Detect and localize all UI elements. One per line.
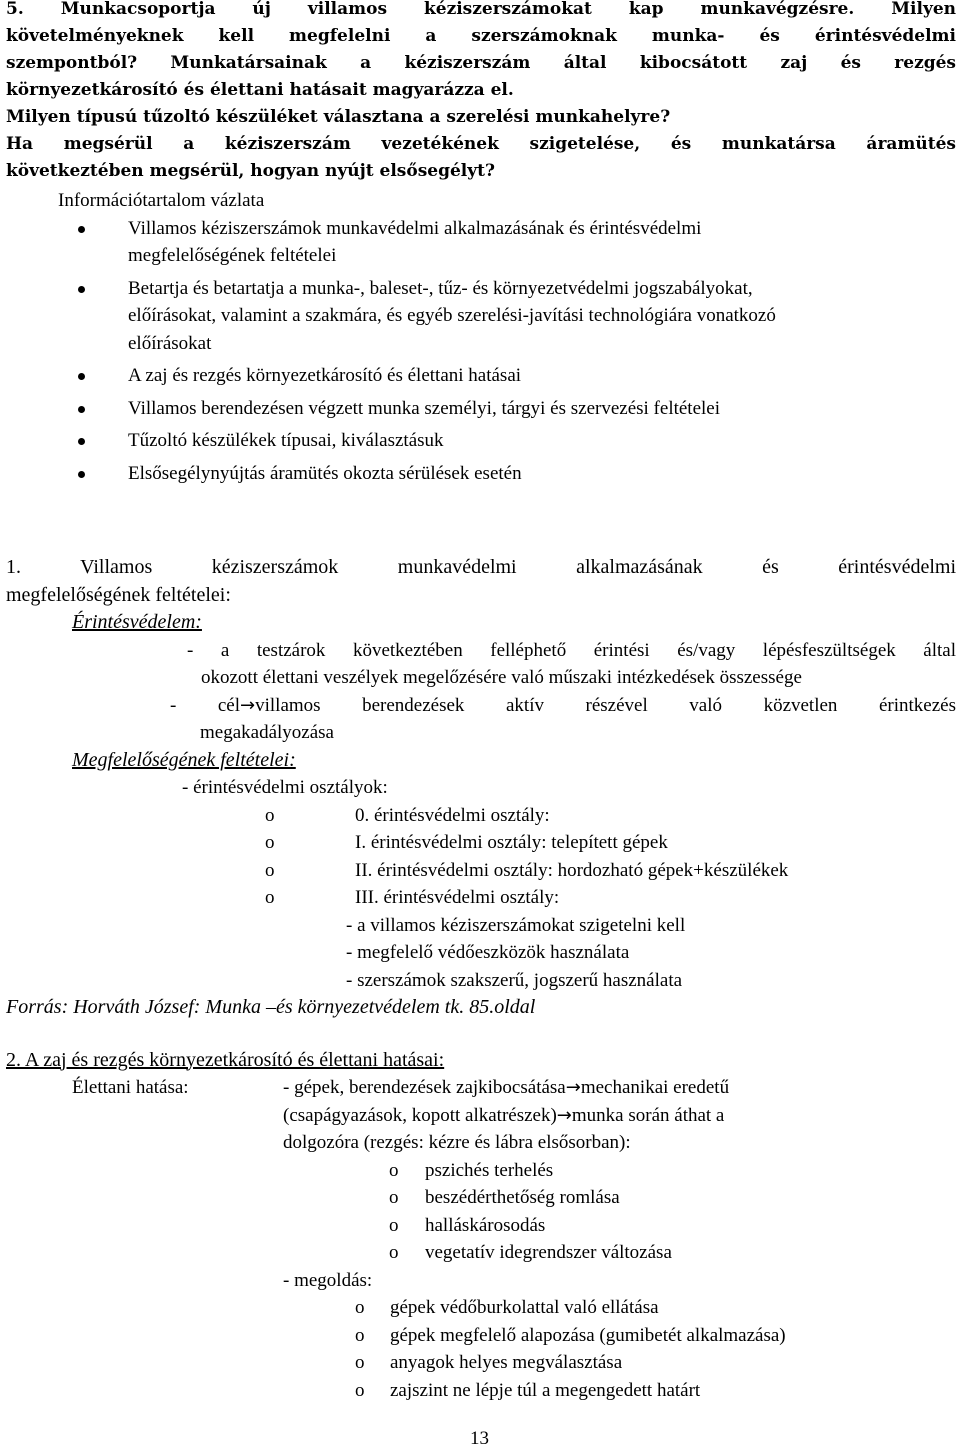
page-number: 13 [470,1428,489,1449]
requirement-item: - megfelelő védőeszközök használata [346,942,630,963]
class-3-requirements [6,912,956,995]
definition-line: megakadályozása [200,722,334,743]
list-item-text: gépek megfelelő alapozása (gumibetét alkalmazása) [390,1324,786,1346]
list-marker-icon: o [265,832,275,853]
document-page [6,0,956,1404]
list-item-text: I. érintésvédelmi osztály: telepített gépek [355,832,668,853]
task-line: Milyen típusú tűzoltó készüléket választana a szerelési munkahelyre? [6,107,671,127]
bullet-icon [78,226,85,233]
bullet-text-line: Tűzoltó készülékek típusai, kiválasztásuk [128,430,444,451]
bullet-text-line: Villamos berendezésen végzett munka személyi, tárgyi és szervezési feltételei [128,397,721,419]
protection-definition-2 [6,692,956,747]
section-1-title-line1: 1. Villamos kéziszerszámok munkavédelmi alkalmazásának és érintésvédelmi [6,556,956,578]
list-item [6,1377,956,1405]
requirement-item: - a villamos kéziszerszámokat szigetelni kell [346,914,686,936]
solutions-list [6,1294,956,1404]
list-item [6,1349,956,1377]
info-bullet-item [6,362,956,390]
list-item [6,1157,956,1185]
task-line: következtében megsérül, hogyan nyújt elsősegélyt? [6,161,495,181]
task-line: környezetkárosító és élettani hatásait magyarázza el. [6,80,514,100]
list-item-text: III. érintésvédelmi osztály: [355,887,560,908]
section-2-title: 2. A zaj és rezgés környezetkárosító és élettani hatásai: [6,1048,445,1071]
task-line: Ha megsérül a kéziszerszám vezetékének szigetelése, és munkatársa áramütés [6,134,956,154]
list-item-text: pszichés terhelés [425,1159,554,1181]
effects-line: - gépek, berendezések zajkibocsátása→mechanikai eredetű [283,1077,730,1098]
list-item [6,884,956,912]
bullet-icon [78,373,85,380]
list-marker-icon: o [265,859,275,881]
info-bullet-item [6,275,956,358]
definition-line: okozott élettani veszélyek megelőzésére való műszaki intézkedések összessége [201,667,802,688]
task-line: szempontból? Munkatársainak a kéziszerszám által kibocsátott zaj és rezgés [6,53,956,73]
definition-line: - a testzárok következtében felléphető érintési és/vagy lépésfeszültségek által [187,639,956,661]
list-item-text: zajszint ne lépje túl a megengedett határt [390,1379,701,1401]
protection-definition-1 [6,637,956,692]
effects-line: (csapágyazások, kopott alkatrészek)→munka során áthat a [283,1104,725,1126]
list-item-text: anyagok helyes megválasztása [390,1352,623,1373]
info-bullet-item [6,215,956,270]
list-item [6,1239,956,1267]
list-item [6,1184,956,1212]
info-bullet-list [6,215,956,488]
classes-intro: - érintésvédelmi osztályok: [182,777,388,798]
protection-heading: Érintésvédelem: [72,611,202,633]
list-marker-icon: o [355,1297,365,1318]
bullet-text-line: előírásokat [128,332,212,354]
physiological-effects-block [6,1074,956,1404]
task-line: követelményeknek kell megfelelni a szerszámoknak munka- és érintésvédelmi [6,26,956,46]
bullet-icon [78,471,85,478]
effects-label: Élettani hatása: [72,1077,189,1098]
list-item [6,1322,956,1350]
list-marker-icon: o [355,1379,365,1401]
bullet-text-line: Elsősegélynyújtás áramütés okozta sérülések esetén [128,462,522,484]
list-item-text: II. érintésvédelmi osztály: hordozható gépek+készülékek [355,859,789,881]
list-item [6,829,956,857]
arrow-icon: → [565,1077,581,1098]
info-bullet-item [6,460,956,488]
arrow-icon: → [240,694,256,716]
source-citation: Forrás: Horváth József: Munka –és környezetvédelem tk. 85.oldal [6,996,536,1018]
bullet-text-line: Betartja és betartatja a munka-, baleset-, tűz- és környezetvédelmi jogszabályokat, [128,277,753,299]
info-heading: Információtartalom vázlata [58,190,265,211]
list-item-text: beszédérthetőség romlása [425,1187,620,1208]
bullet-icon [78,438,85,445]
list-marker-icon: o [265,887,275,908]
list-item-text: halláskárosodás [425,1214,546,1236]
section-1-title-line2: megfelelőségének feltételei: [6,583,231,606]
list-item-text: vegetatív idegrendszer változása [425,1242,672,1263]
bullet-text-line: A zaj és rezgés környezetkárosító és élettani hatásai [128,365,522,386]
list-marker-icon: o [389,1214,399,1236]
task-line: 5. Munkacsoportja új villamos kéziszerszámokat kap munkavégzésre. Milyen [6,0,956,19]
list-marker-icon: o [389,1159,399,1181]
bullet-text-line: előírásokat, valamint a szakmára, és egyéb szerelési-javítási technológiára vonatkozó [128,305,776,326]
list-item [6,857,956,885]
section-2 [6,1047,956,1405]
list-item [6,802,956,830]
protection-class-list [6,802,956,912]
list-marker-icon: o [389,1187,399,1208]
bullet-text-line: megfelelőségének feltételei [128,245,337,266]
info-bullet-item [6,395,956,423]
list-marker-icon: o [389,1242,399,1263]
list-marker-icon: o [355,1324,365,1346]
section-1 [6,554,956,1022]
bullet-icon [78,286,85,293]
list-marker-icon: o [355,1352,365,1373]
solution-label: - megoldás: [283,1269,373,1291]
conformity-heading: Megfelelőségének feltételei: [72,748,296,771]
list-marker-icon: o [265,804,275,826]
bullet-icon [78,406,85,413]
list-item [6,1212,956,1240]
effects-list [6,1157,956,1267]
info-bullet-item [6,427,956,455]
effects-line: dolgozóra (rezgés: kézre és lábra elsősorban): [283,1132,631,1153]
definition-line: - cél→villamos berendezések aktív részével való közvetlen érintkezés [170,694,956,716]
arrow-icon: → [556,1104,572,1126]
bullet-text-line: Villamos kéziszerszámok munkavédelmi alkalmazásának és érintésvédelmi [128,217,702,239]
list-item [6,1294,956,1322]
list-item-text: 0. érintésvédelmi osztály: [355,804,550,826]
task-5-question [6,0,956,185]
requirement-item: - szerszámok szakszerű, jogszerű használata [346,969,683,991]
list-item-text: gépek védőburkolattal való ellátása [390,1297,659,1318]
